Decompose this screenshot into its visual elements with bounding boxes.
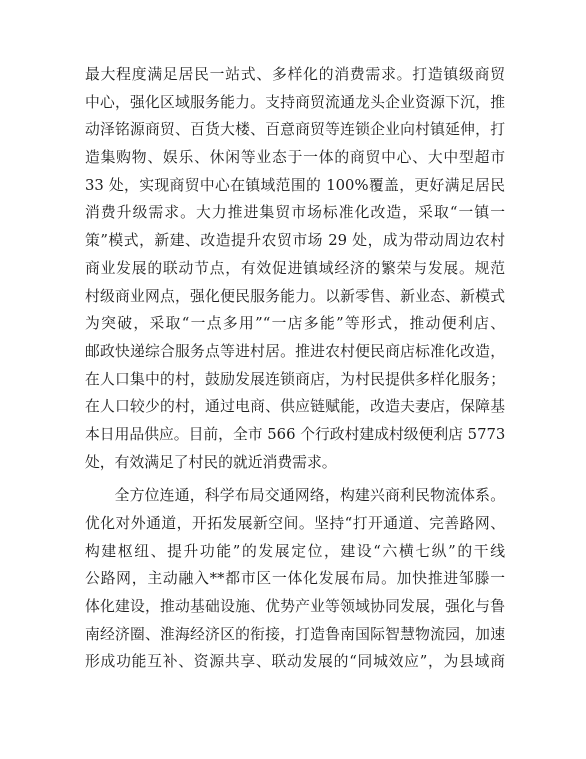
text-line: 消费升级需求。大力推进集贸市场标准化改造，采取“一镇一 — [85, 204, 505, 222]
text-line: 动泽铭源商贸、百货大楼、百意商贸等连锁企业向村镇延伸，打 — [85, 121, 505, 139]
text-line: 中心，强化区域服务能力。支持商贸流通龙头企业资源下沉，推 — [85, 93, 505, 111]
text-line: 造集购物、娱乐、休闲等业态于一体的商贸中心、大中型超市 — [85, 149, 505, 167]
text-line: 在人口较少的村，通过电商、供应链赋能，改造夫妻店，保障基 — [85, 398, 505, 416]
text-line: 商业发展的联动节点，有效促进镇域经济的繁荣与发展。规范 — [85, 259, 505, 277]
text-line: 形成功能互补、资源共享、联动发展的“同城效应”，为县域商 — [85, 653, 505, 671]
text-line: 33 处，实现商贸中心在镇域范围的 100%覆盖，更好满足居民 — [85, 176, 505, 194]
text-line: 处，有效满足了村民的就近消费需求。 — [85, 453, 337, 471]
text-line: 为突破，采取“一点多用”“一店多能”等形式，推动便利店、 — [85, 315, 505, 333]
text-line: 村级商业网点，强化便民服务能力。以新零售、新业态、新模式 — [85, 287, 505, 305]
text-line: 最大程度满足居民一站式、多样化的消费需求。打造镇级商贸 — [85, 66, 505, 83]
paragraph-retail-network — [85, 61, 505, 476]
text-line: 策”模式，新建、改造提升农贸市场 29 处，成为带动周边农村 — [85, 232, 505, 250]
text-line: 体化建设，推动基础设施、优势产业等领域协同发展，强化与鲁 — [85, 598, 505, 616]
text-line: 在人口集中的村，鼓励发展连锁商店，为村民提供多样化服务； — [85, 370, 505, 388]
text-line: 优化对外通道，开拓发展新空间。坚持“打开通道、完善路网、 — [85, 515, 505, 532]
text-line: 公路网，主动融入**都市区一体化发展布局。加快推进邹滕一 — [85, 570, 505, 588]
paragraph-transport-network — [85, 482, 505, 676]
text-line: 本日用品供应。目前，全市 566 个行政村建成村级便利店 5773 — [85, 425, 505, 443]
body-text — [85, 61, 505, 676]
text-line: 全方位连通，科学布局交通网络，构建兴商利民物流体系。 — [114, 487, 505, 505]
text-line: 南经济圈、淮海经济区的衔接，打造鲁南国际智慧物流园，加速 — [85, 625, 505, 643]
text-line: 构建枢纽、提升功能”的发展定位，建设“六横七纵”的干线 — [85, 542, 505, 560]
text-line: 邮政快递综合服务点等进村居。推进农村便民商店标准化改造， — [85, 342, 505, 360]
